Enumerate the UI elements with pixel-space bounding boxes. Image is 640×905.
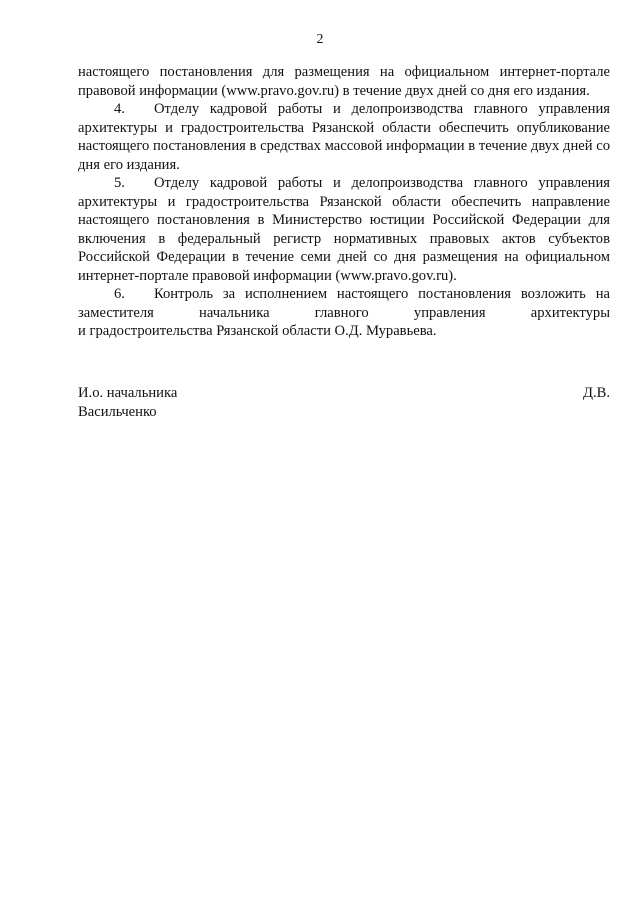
paragraph-5: [78, 174, 610, 285]
paragraph-text: Контроль за исполнением настоящего постановления возложить на заместителя начальника главного управления архитектуры: [78, 286, 610, 321]
paragraph-text: и градостроительства Рязанской области О.Д. Муравьева.: [78, 323, 437, 339]
paragraph-text: Отделу кадровой работы и делопроизводства главного управления архитектуры и градостроительства Рязанской области обеспечить направление настоящего постановления в Министерство юстиции Российской Федерации для включения в федеральный регистр нормативных правовых актов субъектов Российской Федерации в течение семи дней со дня размещения на официальном интернет-портале правовой информации (www.pravo.gov.ru).: [78, 175, 610, 284]
signature-block: [78, 384, 610, 421]
paragraph-number: 4.: [114, 101, 125, 117]
paragraph-4: [78, 100, 610, 174]
paragraph-6-continuation: [78, 322, 610, 341]
paragraph-number: 5.: [114, 175, 125, 191]
page-number: 2: [316, 32, 324, 47]
paragraph-text: настоящего постановления для размещения на официальном интернет-портале правовой информации (www.pravo.gov.ru) в течение двух дней со дня его издания.: [78, 64, 610, 99]
paragraph-6: [78, 285, 610, 322]
document-body: [78, 63, 610, 341]
signer-position: И.о. начальника: [78, 385, 178, 401]
paragraph-continuation: [78, 63, 610, 100]
paragraph-number: 6.: [114, 286, 125, 302]
paragraph-text: Отделу кадровой работы и делопроизводства главного управления архитектуры и градостроительства Рязанской области обеспечить опубликование настоящего постановления в средствах массовой информации в течение двух дней со дня его издания.: [78, 101, 610, 173]
signer-initials: Д.В.: [583, 385, 610, 401]
signer-surname: Васильченко: [78, 403, 157, 420]
signature-row: [78, 384, 610, 403]
